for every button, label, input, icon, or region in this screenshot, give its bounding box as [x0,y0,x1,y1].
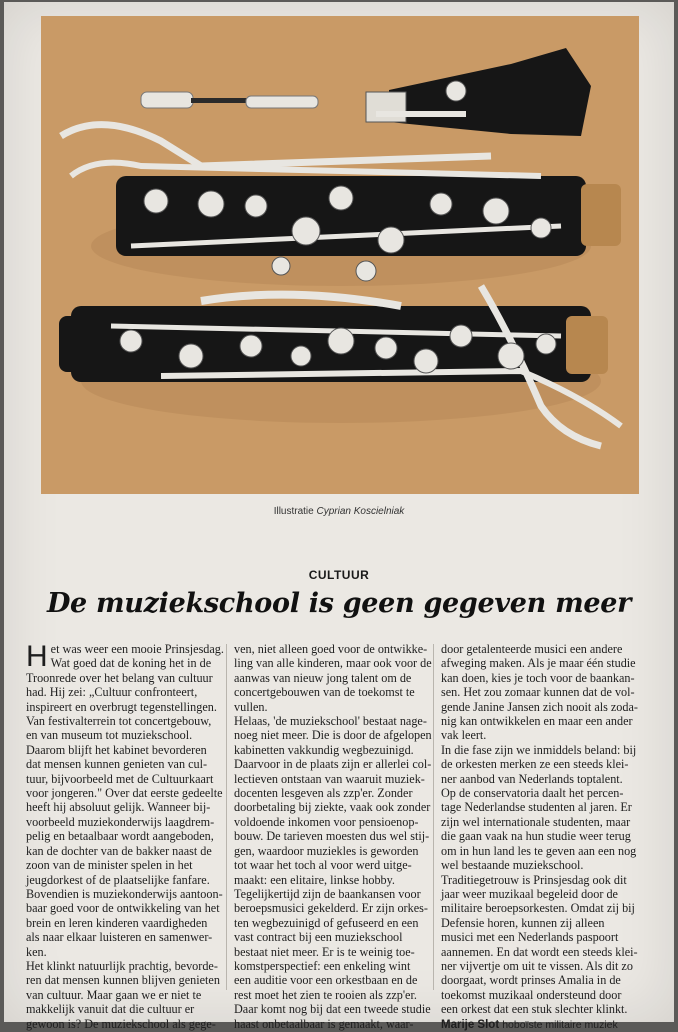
text-line: baar goed voor de ontwikkeling van het [26,901,220,916]
text-line: vullen. [234,699,268,714]
text-line: Daar komt nog bij dat een tweede studie [234,1002,431,1017]
text-line: ten wegbezuinigd of gefuseerd en een [234,915,419,930]
text-line: ner vijvertje om uit te vissen. Als dit zo [441,958,633,973]
newspaper-page [4,2,674,1031]
text-line: militaire beroepsorkesten. Omdat zij bij [441,901,635,916]
section-label: CULTUUR [308,568,370,582]
text-line: kan doen, kies je toch voor de baankan- [441,670,635,685]
article-column-3 [441,642,637,1032]
text-line: en van museum tot muziekschool. [26,728,193,743]
text-line: Troonrede over het belang van cultuur [26,670,213,685]
text-line: had. Hij zei: „Cultuur confronteert, [26,685,198,700]
text-line: gewoon is? De muziekschool als gege- [26,1016,216,1031]
text-line: bestaat niet meer. Er is te weinig toe- [234,944,415,959]
text-line: toekomst muzikaal ondersteund door [441,987,622,1002]
article-column-1 [26,642,222,1031]
text-line: Tegelijkertijd zijn de baankansen voor [234,886,421,901]
headline: De muziekschool is geen gegeven meer [46,588,632,619]
text-line: Op de conservatoria daalt het percen- [441,786,624,801]
text-line: brein en leren kinderen vaardigheden [26,915,208,930]
text-line: ken. [26,944,47,959]
text-line: ren dat mensen kunnen blijven genieten [26,973,220,988]
text-line: pelig en betaalbaar wordt aangeboden, [26,829,214,844]
text-line: komstperspectief: een enkeling wint [234,958,411,973]
text-line: de orkesten merken ze een steeds klei- [441,757,629,772]
text-line: door getalenteerde musici een andere [441,642,623,656]
text-line: aanwas van nieuw jong talent om de [234,670,412,685]
text-line: afweging maken. Als je maar één studie [441,656,636,671]
text-line: ner aanbod van Nederlands toptalent. [441,771,623,786]
text-line: doorbetaling bij ziekte, vaak ook zonder [234,800,431,815]
text-line: voorbeeld muziekonderwijs laagdrem- [26,814,215,829]
text-line: maakt: een elitaire, linkse hobby. [234,872,395,887]
article-column-2 [234,642,430,1031]
caption-prefix: Illustratie [273,506,314,517]
text-line: als naar elkaar luisteren en samenwer- [26,930,213,945]
text-line: nig kan ontwikkelen en maar een ander [441,714,633,729]
text-line: musici met een Nederlands paspoort [441,930,619,945]
text-line: et was weer een mooie Prinsjesdag. [50,642,224,656]
text-line: tuur, bijvoorbeeld met de Cultuurkaart [26,771,214,786]
text-line: bouw. De tarieven moesten dus wel stij- [234,829,430,844]
text-line: een auditie voor een orkestbaan en de [234,973,418,988]
text-line: Helaas, 'de muziekschool' bestaat nage- [234,714,427,729]
text-line: aannemen. En dat wordt een steeds klei- [441,944,638,959]
text-line: haast onbetaalbaar is gemaakt, waar- [234,1016,414,1031]
text-line: sen. Het zou zomaar kunnen dat de vol- [441,685,635,700]
text-line: Het klinkt natuurlijk prachtig, bevorde- [26,958,218,973]
column-divider [226,644,227,990]
text-line: lectieven ontstaan van waaruit muziek- [234,771,425,786]
text-line: wel bestaande muziekschool. [441,858,584,873]
text-line: docenten lesgeven als zzp'er. Zonder [234,786,413,801]
text-line: gen, waardoor muziekles is geworden [234,843,419,858]
text-line: Daarom blijft het kabinet bevorderen [26,742,207,757]
text-line: gende Janine Jansen zich nooit als zoda- [441,699,638,714]
text-line: jeugdorkest of de plaatselijke fanfare. [26,872,210,887]
text-line: een orkest dat een stuk slechter klinkt. [441,1002,628,1017]
text-line: doorgaat, wordt prinses Amalia in de [441,973,621,988]
text-line: Bovendien is muziekonderwijs aantoon- [26,886,223,901]
text-line: In die fase zijn we inmiddels beland: bij [441,742,637,757]
byline [441,1017,637,1032]
text-line: tot waar het toch al voor werd uitge- [234,858,412,873]
column-1-text [26,642,222,1031]
author-role: hoboïste militaire muziek [502,1018,618,1031]
text-line: inspireert en overbrugt tegenstellingen. [26,699,217,714]
column-3-text [441,642,637,1017]
column-divider [433,644,434,990]
text-line: jaar weer muzikaal begeleid door de [441,886,618,901]
text-line: van cultuur. Maar gaan we er niet te [26,987,202,1002]
text-line: die gaan vaak na hun studie weer terug [441,829,631,844]
text-line: Van festivalterrein tot concertgebouw, [26,714,212,729]
text-line: noeg niet meer. Die is door de afgelopen [234,728,432,743]
text-line: om in hun land les te geven aan een nog [441,843,637,858]
text-line: concertgebouwen van de toekomst te [234,685,415,700]
text-line: rest moet het zien te rooien als zzp'er. [234,987,417,1002]
text-line: ling van alle kinderen, maar ook voor de [234,656,432,671]
illustration-caption [4,506,674,517]
caption-artist: Cyprian Koscielniak [316,506,405,517]
text-line: Wat goed dat de koning het in de [50,656,212,671]
text-line: vak leert. [441,728,487,743]
text-line: Traditiegetrouw is Prinsjesdag ook dit [441,872,627,887]
text-line: heeft hij absoluut gelijk. Wanneer bij- [26,800,211,815]
drop-cap: H [26,640,48,673]
text-line: kan de dochter van de bakker naast de [26,843,212,858]
text-line: voldoende inkomen voor pensioenop- [234,814,419,829]
text-line: vast contract bij een muziekschool [234,930,403,945]
text-line: dat mensen kunnen genieten van cul- [26,757,208,772]
text-line: ven, niet alleen goed voor de ontwikke- [234,642,428,656]
author-name: Marije Slot [441,1018,500,1031]
text-line: zoon van de minister spelen in het [26,858,193,873]
text-line: Defensie horen, kunnen zij alleen [441,915,605,930]
text-line: kabinetten vakkundig wegbezuinigd. [234,742,414,757]
text-line: Daarvoor in de plaats zijn er allerlei col- [234,757,432,772]
column-2-text [234,642,430,1031]
text-line: makkelijk vanuit dat die cultuur er [26,1002,195,1017]
text-line: zijn wel internationale studenten, maar [441,814,631,829]
text-line: beroepsmusici gekelderd. Er zijn orkes- [234,901,428,916]
oboe-illustration-icon [41,16,639,494]
text-line: voor jongeren." Over dat eerste gedeelte [26,786,223,801]
text-line: tage Nederlandse studenten al jaren. Er [441,800,632,815]
oboe-illustration [41,16,639,494]
